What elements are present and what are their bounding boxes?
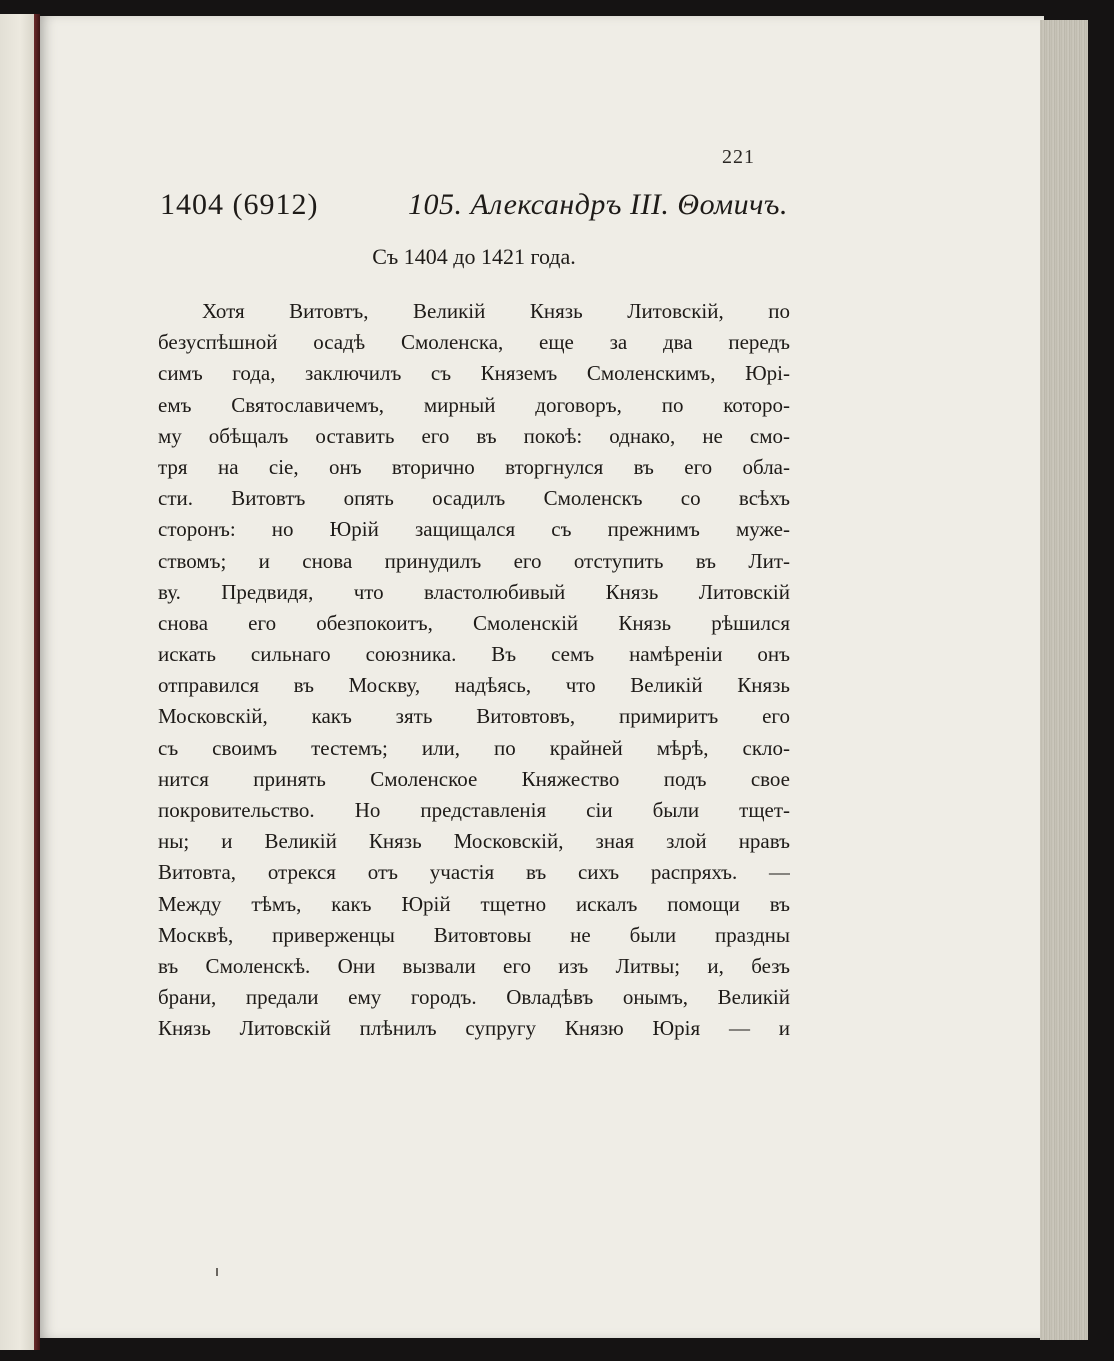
text-line: отправился въ Москву, надѣясь, что Великій Князь bbox=[158, 673, 790, 698]
text-line: Князь Литовскій плѣнилъ супругу Князю Юрія — и bbox=[158, 1016, 790, 1041]
chapter-header bbox=[160, 188, 788, 222]
page-stack-edges bbox=[1040, 20, 1088, 1340]
header-ruler-title: 105. Александръ III. Θомичъ. bbox=[407, 188, 788, 221]
text-line: симъ года, заключилъ съ Княземъ Смоленскимъ, Юрі- bbox=[158, 361, 790, 386]
text-line: въ Смоленскѣ. Они вызвали его изъ Литвы; и, безъ bbox=[158, 953, 790, 978]
text-line: сторонъ: но Юрій защищался съ прежнимъ муже- bbox=[158, 517, 790, 542]
text-line: Между тѣмъ, какъ Юрій тщетно искалъ помощи въ bbox=[158, 891, 790, 916]
text-line: искать сильнаго союзника. Въ семъ намѣреніи онъ bbox=[158, 642, 790, 667]
text-line: Московскій, какъ зять Витовтовъ, примиритъ его bbox=[158, 704, 790, 729]
header-year: 1404 (6912) bbox=[160, 188, 319, 221]
text-line: емъ Святославичемъ, мирный договоръ, по которо- bbox=[158, 392, 790, 417]
text-line: Витовта, отрекся отъ участія въ сихъ распряхъ. — bbox=[158, 860, 790, 885]
text-line: съ своимъ тестемъ; или, по крайней мѣрѣ, скло- bbox=[158, 735, 790, 760]
text-line: нится принять Смоленское Княжество подъ свое bbox=[158, 766, 790, 791]
text-line: Москвѣ, приверженцы Витовтовы не были праздны bbox=[158, 922, 790, 947]
text-line: ствомъ; и снова принудилъ его отступить въ Лит- bbox=[158, 548, 790, 573]
text-line: снова его обезпокоитъ, Смоленскій Князь рѣшился bbox=[158, 610, 790, 635]
text-line: покровительство. Но представленія сіи были тщет- bbox=[158, 798, 790, 822]
paper-speck bbox=[216, 1268, 218, 1276]
text-line: ны; и Великій Князь Московскій, зная злой нравъ bbox=[158, 829, 790, 854]
text-line: ву. Предвидя, что властолюбивый Князь Литовскій bbox=[158, 579, 790, 604]
page-number: 221 bbox=[722, 146, 755, 168]
left-page-edge bbox=[0, 14, 34, 1350]
body-text bbox=[158, 296, 790, 1045]
text-line: безуспѣшной осадѣ Смоленска, еще за два передъ bbox=[158, 330, 790, 355]
text-line: сти. Витовтъ опять осадилъ Смоленскъ со всѣхъ bbox=[158, 486, 790, 511]
text-line: му обѣщалъ оставить его въ покоѣ: однако, не смо- bbox=[158, 423, 790, 448]
text-line: тря на сіе, онъ вторично вторгнулся въ его обла- bbox=[158, 454, 790, 479]
text-line: Хотя Витовтъ, Великій Князь Литовскій, по bbox=[202, 299, 790, 323]
reign-period-subtitle: Съ 1404 до 1421 года. bbox=[372, 244, 576, 269]
text-line: брани, предали ему городъ. Овладѣвъ онымъ, Великій bbox=[158, 985, 790, 1010]
scan-background-right bbox=[1088, 20, 1114, 1361]
